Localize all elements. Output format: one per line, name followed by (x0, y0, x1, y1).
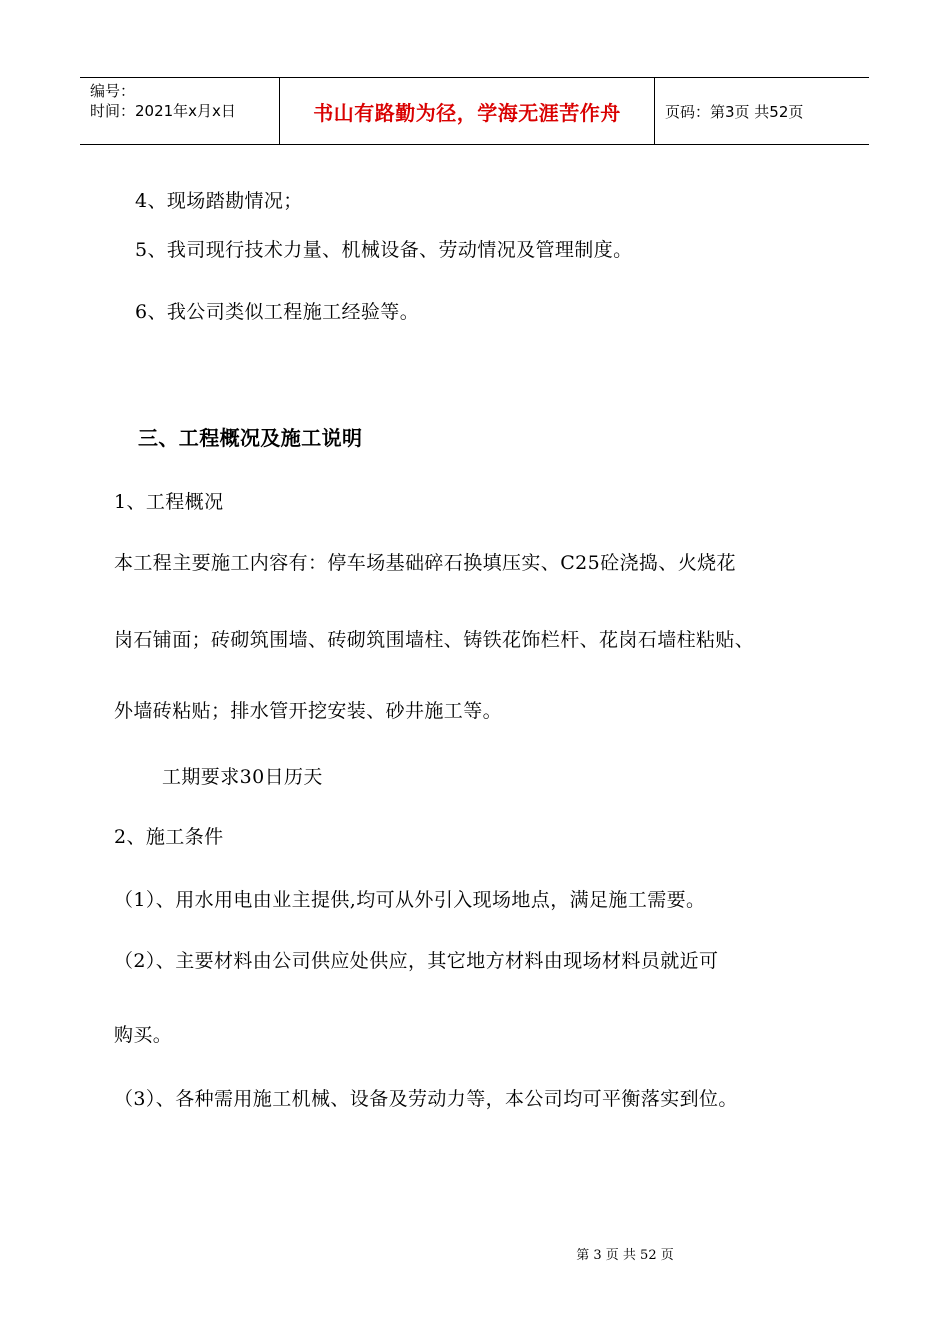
page-header (80, 77, 869, 145)
condition-item-3: （3）、各种需用施工机械、设备及劳动力等，本公司均可平衡落实到位。 (114, 1088, 738, 1110)
paragraph-line: 本工程主要施工内容有：停车场基础碎石换填压实、C25砼浇捣、火烧花 (114, 552, 736, 574)
duration-text: 工期要求30日历天 (162, 766, 323, 788)
list-item-6: 6、我公司类似工程施工经验等。 (135, 301, 420, 323)
document-number-label: 编号： (90, 82, 136, 100)
list-item-5: 5、我司现行技术力量、机械设备、劳动情况及管理制度。 (135, 239, 633, 261)
section-heading: 三、工程概况及施工说明 (138, 426, 363, 450)
paragraph-line: 岗石铺面；砖砌筑围墙、砖砌筑围墙柱、铸铁花饰栏杆、花岗石墙柱粘贴、 (114, 629, 755, 651)
document-date-label: 时间：2021年x月x日 (90, 102, 236, 120)
condition-item-1: （1）、用水用电由业主提供,均可从外引入现场地点，满足施工需要。 (114, 889, 706, 911)
subsection-heading-1: 1、工程概况 (114, 491, 224, 513)
header-motto: 书山有路勤为径，学海无涯苦作舟 (313, 100, 621, 125)
condition-item-2-continued: 购买。 (114, 1024, 173, 1046)
list-item-4: 4、现场踏勘情况； (135, 190, 303, 212)
header-motto-cell (280, 78, 655, 144)
header-page-info: 页码：第3页 共52页 (665, 102, 804, 121)
page-footer (0, 1244, 950, 1263)
paragraph-line: 外墙砖粘贴；排水管开挖安装、砂井施工等。 (114, 700, 503, 722)
subsection-heading-2: 2、施工条件 (114, 826, 224, 848)
header-meta (80, 78, 280, 144)
footer-page-number: 第 3 页 共 52 页 (576, 1248, 674, 1263)
condition-item-2: （2）、主要材料由公司供应处供应，其它地方材料由现场材料员就近可 (114, 950, 719, 972)
header-page-info-cell (655, 78, 869, 144)
